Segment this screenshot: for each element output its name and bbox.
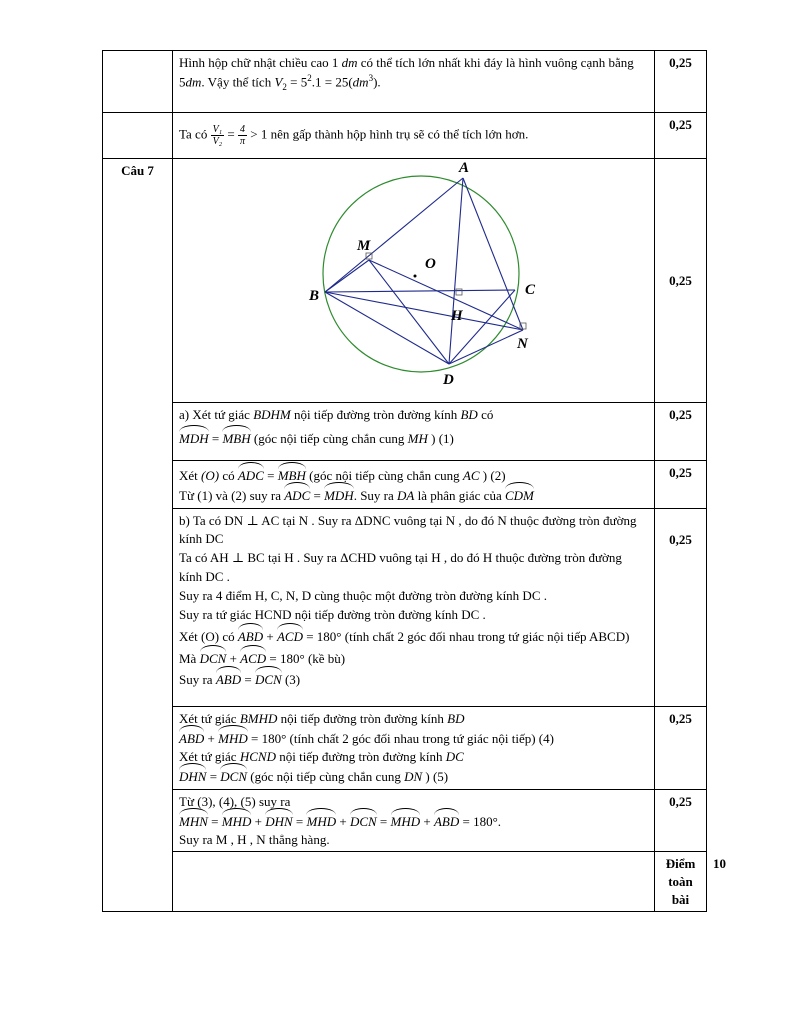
geometry-figure	[179, 162, 661, 394]
row-volume	[103, 51, 707, 113]
row-total: Điểm toàn bài 10	[103, 852, 707, 912]
point-label-D: D	[443, 372, 454, 388]
point-label-H: H	[451, 308, 463, 324]
score-cell: 0,25	[655, 706, 707, 789]
segment-BN	[325, 292, 523, 330]
row-d	[103, 789, 707, 852]
b-text: b) Ta có DN ⊥ AC tại N . Suy ra ΔDNC vuông tại N , do đó N thuộc đường tròn đường kính DC Ta có AH ⊥ BC tại H . Suy ra ΔCHD vuông tại H , do đó H thuộc đường tròn đường kính DC . Suy ra 4 điểm H, C, N, D cùng thuộc một đường tròn đường kính DC . Suy ra tứ giác HCND nội tiếp đường tròn đường kính DC . Xét (O) có ABD + ACD = 180° (tính chất 2 góc đối nhau trong tứ giác nội tiếp ABCD) Mà DCN + ACD = 180° (kề bù) Suy ra ABD = DCN (3)	[173, 508, 655, 706]
row-a1	[103, 402, 707, 460]
total-label: Điểm toàn bài	[655, 852, 707, 912]
ratio-text: Ta có $\frac{\text{V₁}}{\text{V₂}}$ = $\frac{4}{\pi}$ > 1 nên gấp thành hộp hình trụ sẽ có thể tích lớn hơn.	[173, 113, 655, 159]
row-ratio	[103, 113, 707, 159]
segment-DN	[449, 330, 523, 364]
volume-text: Hình hộp chữ nhật chiều cao 1 dm có thể tích lớn nhất khi đáy là hình vuông cạnh bằng 5dm. Vậy thể tích $V_2 = 5^2.1 = 25(dm^3)$.	[173, 51, 655, 113]
score-cell: 0,25	[655, 789, 707, 852]
segment-AD	[449, 178, 463, 364]
score-cell: 0,25	[655, 508, 707, 706]
empty-cell	[173, 852, 655, 912]
point-label-B: B	[309, 288, 320, 304]
empty-cell	[103, 51, 173, 113]
segment-BC	[325, 290, 515, 292]
score-cell: 0,25	[655, 51, 707, 113]
row-figure	[103, 159, 707, 403]
a2-text: Xét (O) có ADC = MBH (góc nội tiếp cùng chắn cung AC ) (2) Từ (1) và (2) suy ra ADC = MDH. Suy ra DA là phân giác của CDM	[173, 460, 655, 508]
d-text: Từ (3), (4), (5) suy ra MHN = MHD + DHN = MHD + DCN = MHD + ABD = 180°. Suy ra M , H , N thẳng hàng.	[173, 789, 655, 852]
score-cell: 0,25	[655, 460, 707, 508]
figure-group	[308, 162, 536, 388]
point-label-M: M	[357, 238, 371, 254]
question-label: Câu 7	[103, 159, 173, 912]
center-dot	[414, 275, 417, 278]
figure-cell	[173, 159, 655, 403]
row-b	[103, 508, 707, 706]
score-cell: 0,25	[655, 402, 707, 460]
point-label-O: O	[425, 256, 436, 272]
point-label-C: C	[525, 282, 536, 298]
point-label-N: N	[517, 336, 528, 352]
point-label-A: A	[459, 162, 470, 176]
fraction-v: $\frac{\text{V₁}}{\text{V₂}}$	[212, 124, 223, 147]
score-cell: 0,25	[655, 159, 707, 403]
row-c	[103, 706, 707, 789]
circle-o	[323, 176, 519, 372]
c-text: Xét tứ giác BMHD nội tiếp đường tròn đường kính BD ABD + MHD = 180° (tính chất 2 góc đối nhau trong tứ giác nội tiếp) (4) Xét tứ giác HCND nội tiếp đường tròn đường kính DC DHN = DCN (góc nội tiếp cùng chắn cung DN ) (5)	[173, 706, 655, 789]
segment-AB	[325, 178, 463, 292]
segment-BD	[325, 292, 449, 364]
segment-BM	[325, 260, 369, 292]
segment-MD	[369, 260, 449, 364]
score-cell: 0,25	[655, 113, 707, 159]
a1-text: a) Xét tứ giác BDHM nội tiếp đường tròn đường kính BD có MDH = MBH (góc nội tiếp cùng chắn cung MH ) (1)	[173, 402, 655, 460]
empty-cell	[103, 113, 173, 159]
fraction-4pi: $\frac{4}{\pi}$	[240, 124, 246, 147]
row-a2	[103, 460, 707, 508]
answer-table	[102, 50, 726, 912]
right-angle-marker-H	[456, 289, 462, 295]
